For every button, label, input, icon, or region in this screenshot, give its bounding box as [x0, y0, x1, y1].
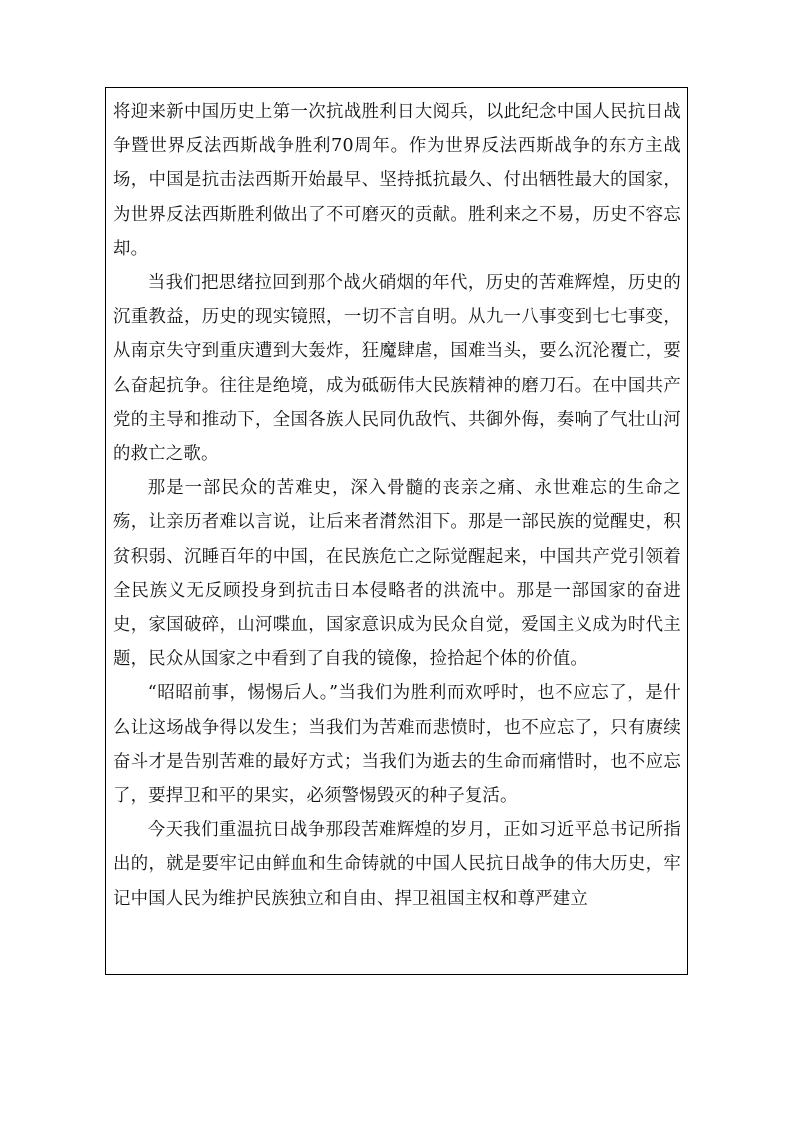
paragraph-5: 今天我们重温抗日战争那段苦难辉煌的岁月，正如习近平总书记所指出的，就是要牢记由鲜血和生命铸就的中国人民抗日战争的伟大历史，牢记中国人民为维护民族独立和自由、捍卫祖国主权和尊严建立	[113, 820, 681, 909]
paragraph-3: 那是一部民众的苦难史，深入骨髓的丧亲之痛、永世难忘的生命之殇，让亲历者难以言说，让后来者潸然泪下。那是一部民族的觉醒史，积贫积弱、沉睡百年的中国，在民族危亡之际觉醒起来，中国共产党引领着全民族义无反顾投身到抗击日本侵略者的洪流中。那是一部国家的奋进史，家国破碎，山河喋血，国家意识成为民众自觉，爱国主义成为时代主题，民众从国家之中看到了自我的镜像，捡拾起个体的价值。	[113, 478, 681, 670]
paragraph-4: “昭昭前事，惕惕后人。”当我们为胜利而欢呼时，也不应忘了，是什么让这场战争得以发生；当我们为苦难而悲愤时，也不应忘了，只有赓续奋斗才是告别苦难的最好方式；当我们为逝去的生命而痛惜时，也不应忘了，要捍卫和平的果实，必须警惕毁灭的种子复活。	[113, 683, 681, 807]
paragraph-2: 当我们把思绪拉回到那个战火硝烟的年代，历史的苦难辉煌，历史的沉重教益，历史的现实镜照，一切不言自明。从九一八事变到七七事变，从南京失守到重庆遭到大轰炸，狂魔肆虐，国难当头，要么沉沦覆亡，要么奋起抗争。往往是绝境，成为砥砺伟大民族精神的磨刀石。在中国共产党的主导和推动下，全国各族人民同仇敌忾、共御外侮，奏响了气壮山河的救亡之歌。	[113, 273, 681, 465]
paragraph-1: 将迎来新中国历史上第一次抗战胜利日大阅兵，以此纪念中国人民抗日战争暨世界反法西斯战争胜利70周年。作为世界反法西斯战争的东方主战场，中国是抗击法西斯开始最早、坚持抵抗最久、付出牺牲最大的国家，为世界反法西斯胜利做出了不可磨灭的贡献。胜利来之不易，历史不容忘却。	[113, 102, 681, 259]
text-body	[113, 95, 681, 916]
